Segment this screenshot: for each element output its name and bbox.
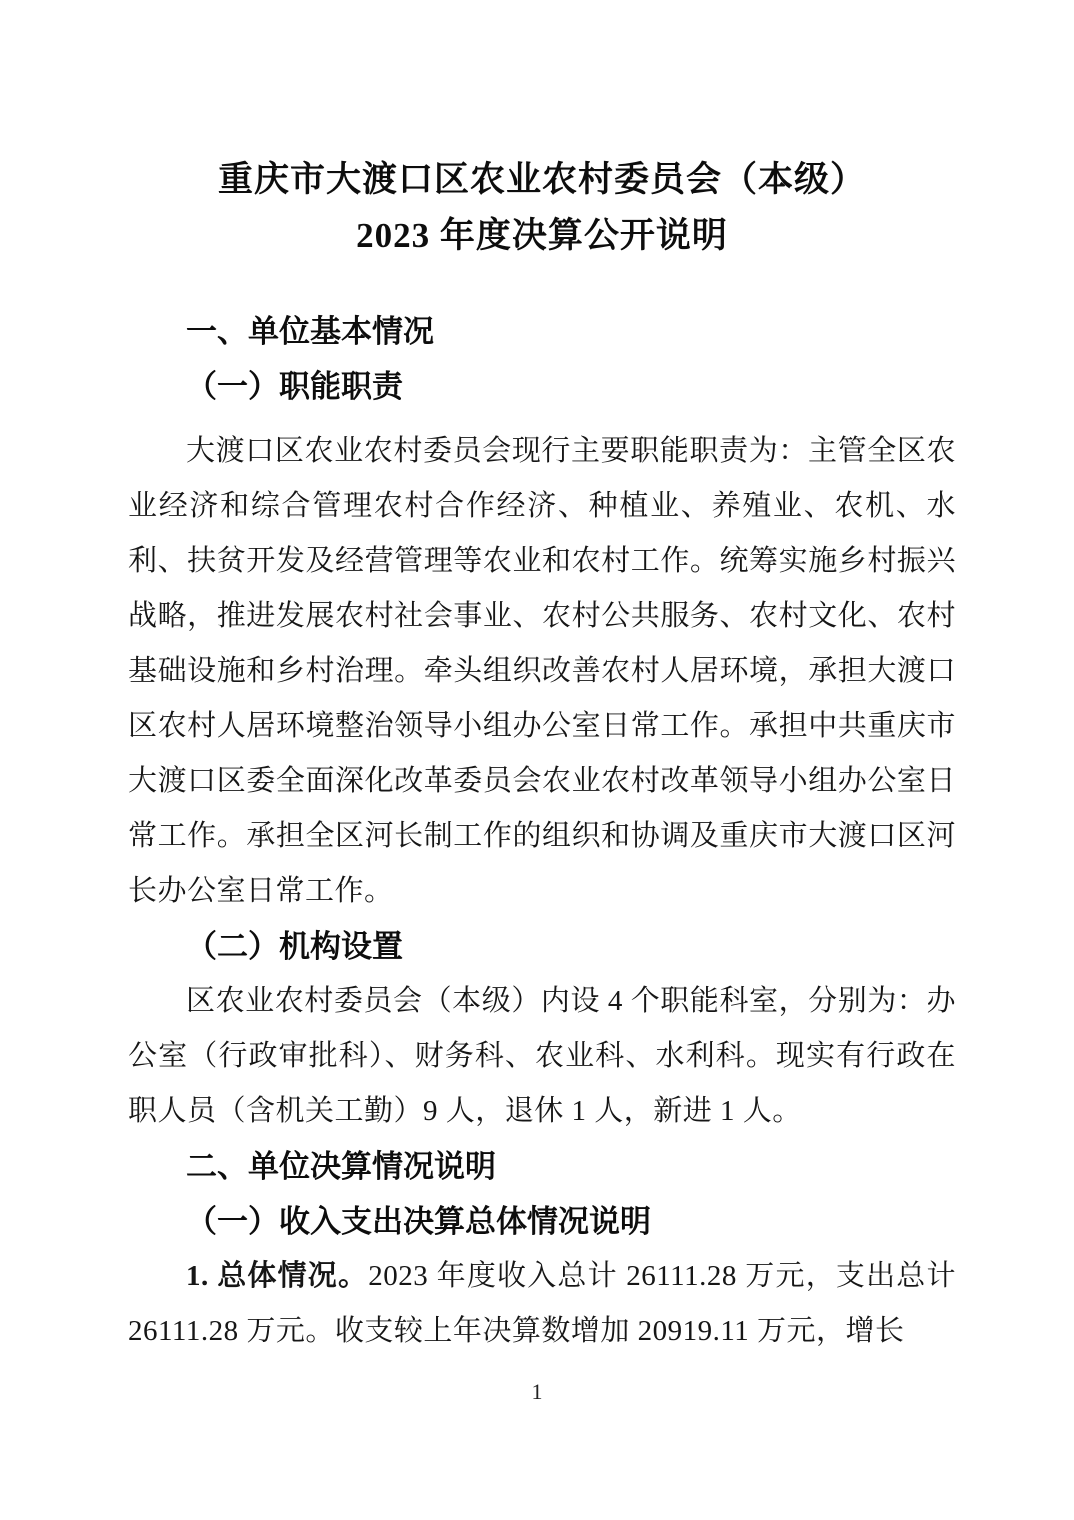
document-title-line1: 重庆市大渡口区农业农村委员会（本级）	[217, 160, 866, 199]
subsection-heading-income-expenditure: （一）收入支出决算总体情况说明	[186, 1204, 651, 1239]
document-title-line2: 2023 年度决算公开说明	[356, 216, 728, 255]
paragraph-duties: 大渡口区农业农村委员会现行主要职能职责为：主管全区农业经济和综合管理农村合作经济、种植业、养殖业、农机、水利、扶贫开发及经营管理等农业和农村工作。统筹实施乡村振兴战略，推进发展农村社会事业、农村公共服务、农村文化、农村基础设施和乡村治理。牵头组织改善农村人居环境，承担大渡口区农村人居环境整治领导小组办公室日常工作。承担中共重庆市大渡口区委全面深化改革委员会农业农村改革领导小组办公室日常工作。承担全区河长制工作的组织和协调及重庆市大渡口区河长办公室日常工作。	[128, 435, 956, 907]
subsection-heading-organization: （二）机构设置	[186, 929, 403, 964]
paragraph-overall-situation	[128, 1249, 956, 1359]
paragraph-organization: 区农业农村委员会（本级）内设 4 个职能科室，分别为：办公室（行政审批科）、财务科、农业科、水利科。现实有行政在职人员（含机关工勤）9 人，退休 1 人，新进 1 人。	[128, 985, 956, 1127]
section-heading-basic-info: 一、单位基本情况	[186, 314, 434, 349]
section-heading-final-accounts: 二、单位决算情况说明	[186, 1149, 496, 1184]
paragraph-overall-lead: 1. 总体情况。	[186, 1260, 369, 1292]
page-number: 1	[531, 1379, 543, 1404]
paragraph-overall-text: 2023 年度收入总计 26111.28 万元，支出总计 26111.28 万元。收支较上年决算数增加 20919.11 万元，增长	[128, 1260, 956, 1347]
subsection-heading-duties: （一）职能职责	[186, 369, 403, 404]
